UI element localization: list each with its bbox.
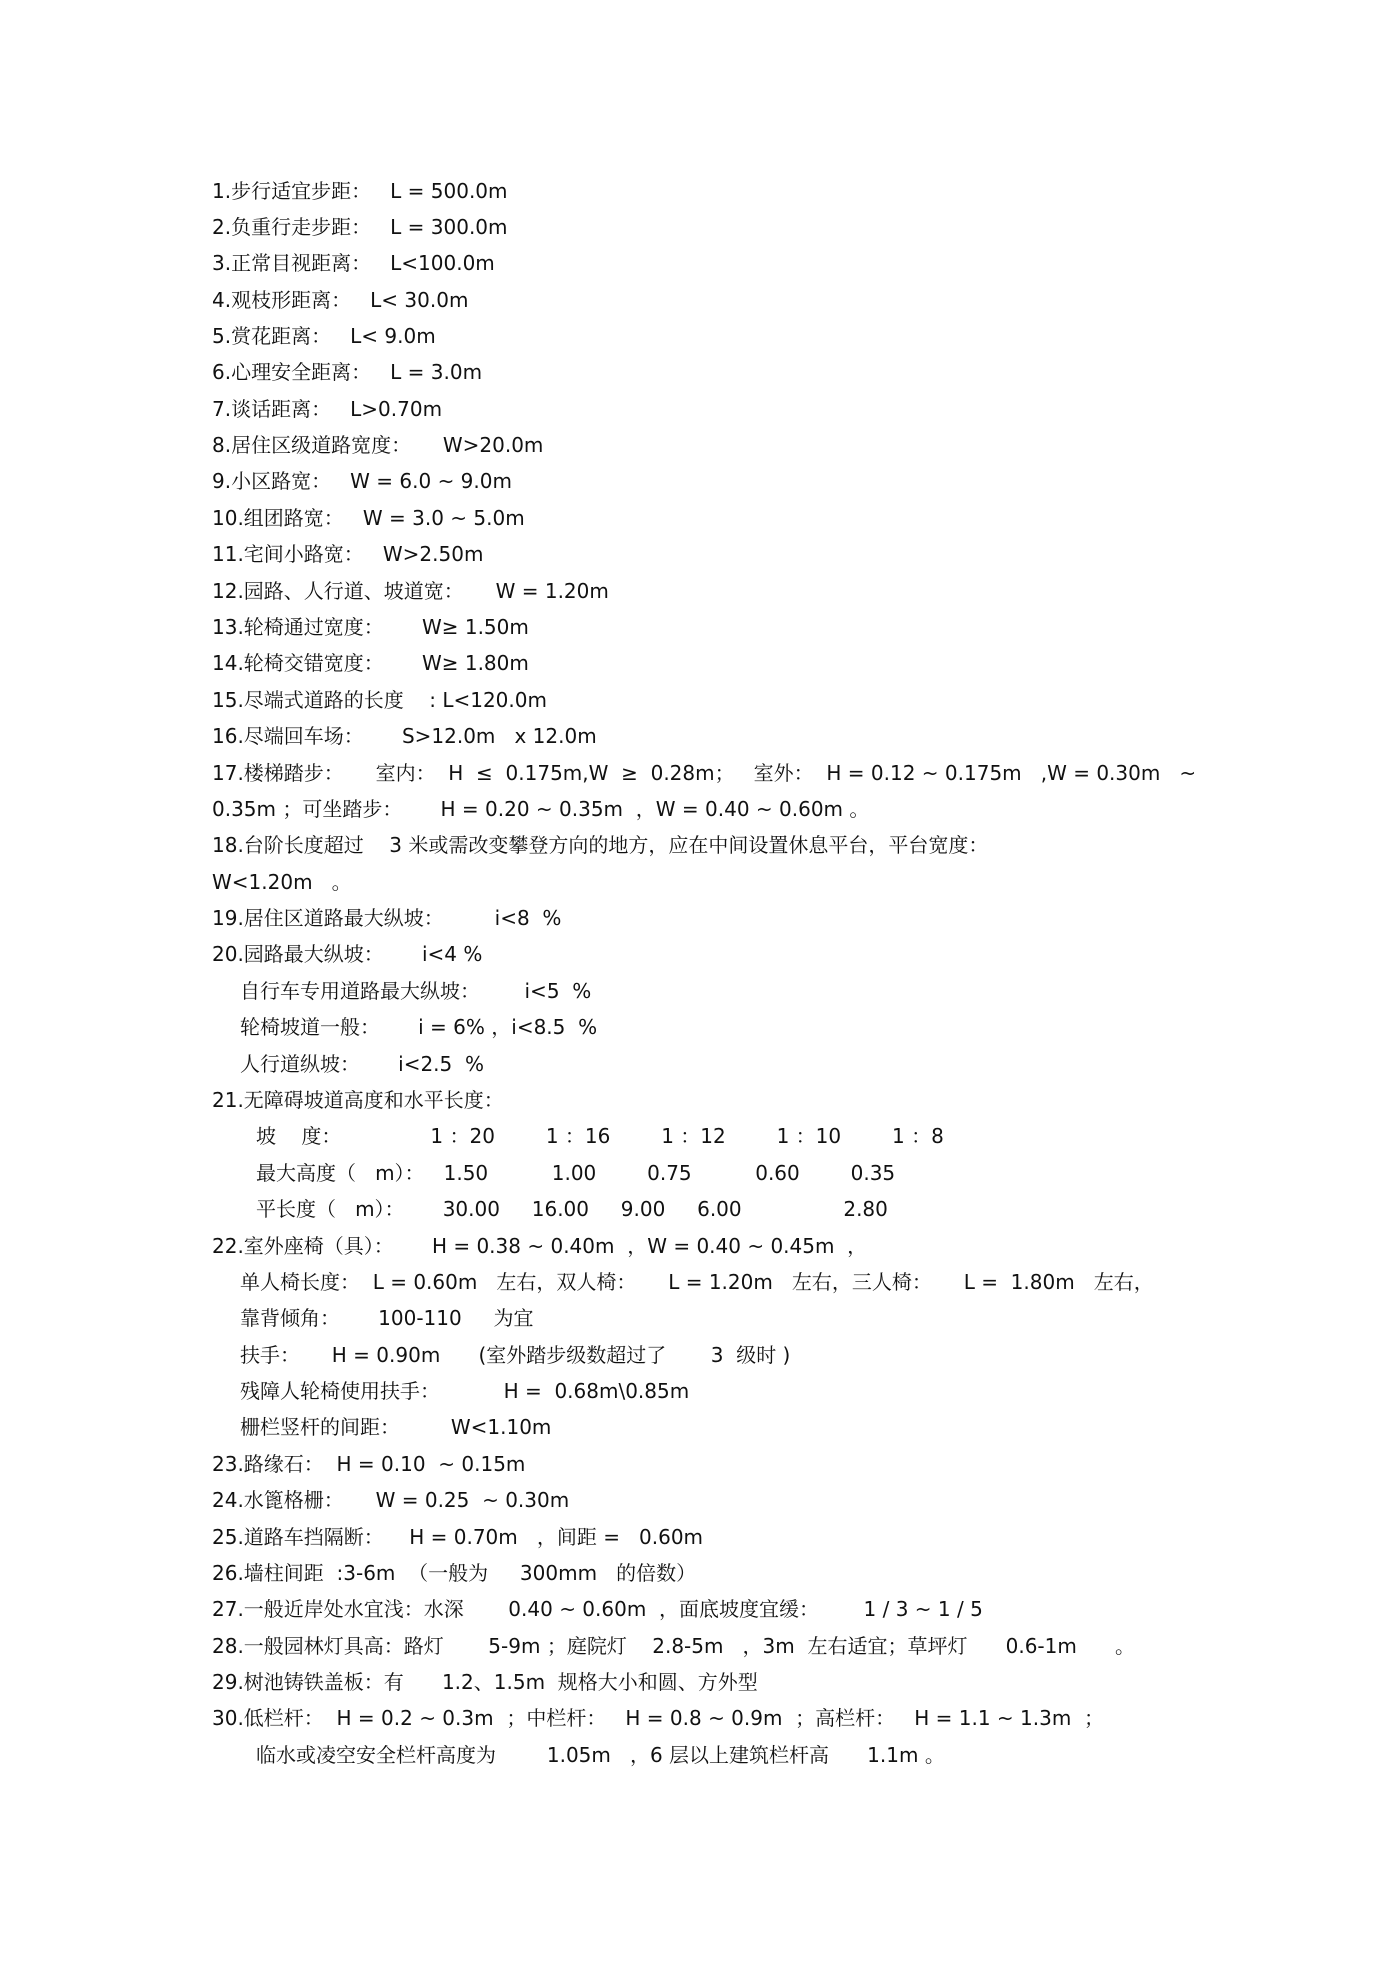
text-line: 人行道纵坡： i<2.5 % (240, 1052, 484, 1076)
text-line: 9.小区路宽： W = 6.0 ~ 9.0m (212, 469, 512, 493)
text-line: 10.组团路宽： W = 3.0 ~ 5.0m (212, 506, 525, 530)
text-line: 26.墙柱间距 :3-6m （一般为 300mm 的倍数） (212, 1561, 697, 1585)
text-line: 栅栏竖杆的间距： W<1.10m (240, 1415, 552, 1439)
text-line: 8.居住区级道路宽度： W>20.0m (212, 433, 544, 457)
text-line: 平长度（ m）： 30.00 16.00 9.00 6.00 2.80 (256, 1197, 888, 1221)
text-line: 30.低栏杆： H = 0.2 ~ 0.3m ；中栏杆： H = 0.8 ~ 0.9m ；高栏杆： H = 1.1 ~ 1.3m ； (212, 1706, 1105, 1730)
text-line: W<1.20m 。 (212, 870, 352, 894)
text-line: 16.尽端回车场： S>12.0m x 12.0m (212, 724, 597, 748)
text-line: 扶手： H = 0.90m (室外踏步级数超过了 3 级时 ) (240, 1343, 791, 1367)
text-line: 27.一般近岸处水宜浅：水深 0.40 ~ 0.60m ，面底坡度宜缓： 1 / 3 ~ 1 / 5 (212, 1597, 983, 1621)
text-line: 残障人轮椅使用扶手： H = 0.68m\0.85m (240, 1379, 690, 1403)
text-line: 6.心理安全距离： L = 3.0m (212, 360, 483, 384)
text-line: 4.观枝形距离： L< 30.0m (212, 288, 469, 312)
text-line: 18.台阶长度超过 3 米或需改变攀登方向的地方，应在中间设置休息平台，平台宽度： (212, 833, 989, 857)
text-line: 单人椅长度： L = 0.60m 左右，双人椅： L = 1.20m 左右，三人椅： L = 1.80m 左右， (240, 1270, 1154, 1294)
text-line: 1.步行适宜步距： L = 500.0m (212, 179, 508, 203)
text-line: 自行车专用道路最大纵坡： i<5 % (240, 979, 592, 1003)
text-line: 13.轮椅通过宽度： W≥ 1.50m (212, 615, 529, 639)
text-line: 25.道路车挡隔断： H = 0.70m ，间距 = 0.60m (212, 1525, 704, 1549)
text-line: 12.园路、人行道、坡道宽： W = 1.20m (212, 579, 609, 603)
text-line: 17.楼梯踏步： 室内： H ≤ 0.175m,W ≥ 0.28m； 室外： H = 0.12 ~ 0.175m ,W = 0.30m ~ (212, 761, 1197, 785)
text-line: 15.尽端式道路的长度 : L<120.0m (212, 688, 547, 712)
text-line: 14.轮椅交错宽度： W≥ 1.80m (212, 651, 529, 675)
text-line: 28.一般园林灯具高：路灯 5-9m ；庭院灯 2.8-5m ，3m 左右适宜；草坪灯 0.6-1m 。 (212, 1634, 1135, 1658)
text-line: 2.负重行走步距： L = 300.0m (212, 215, 508, 239)
text-line: 24.水篦格栅： W = 0.25 ~ 0.30m (212, 1488, 570, 1512)
text-line: 23.路缘石： H = 0.10 ~ 0.15m (212, 1452, 526, 1476)
text-line: 坡 度： 1 ：20 1 ：16 1 ：12 1 ：10 1 ：8 (256, 1124, 944, 1148)
text-line: 临水或凌空安全栏杆高度为 1.05m ，6 层以上建筑栏杆高 1.1m 。 (256, 1743, 945, 1767)
text-line: 11.宅间小路宽： W>2.50m (212, 542, 484, 566)
text-line: 3.正常目视距离： L<100.0m (212, 251, 495, 275)
text-line: 靠背倾角： 100-110 为宜 (240, 1306, 534, 1330)
text-line: 29.树池铸铁盖板：有 1.2、1.5m 规格大小和圆、方外型 (212, 1670, 758, 1694)
text-line: 最大高度（ m）： 1.50 1.00 0.75 0.60 0.35 (256, 1161, 896, 1185)
text-line: 20.园路最大纵坡： i<4 % (212, 942, 483, 966)
text-line: 5.赏花距离： L< 9.0m (212, 324, 436, 348)
text-line: 19.居住区道路最大纵坡： i<8 % (212, 906, 562, 930)
text-line: 21.无障碍坡道高度和水平长度： (212, 1088, 504, 1112)
text-line: 轮椅坡道一般： i = 6% ，i<8.5 % (240, 1015, 598, 1039)
text-line: 22.室外座椅（具）： H = 0.38 ~ 0.40m ，W = 0.40 ~ 0.45m ， (212, 1234, 868, 1258)
text-line: 0.35m ；可坐踏步： H = 0.20 ~ 0.35m ，W = 0.40 ~ 0.60m 。 (212, 797, 870, 821)
text-line: 7.谈话距离： L>0.70m (212, 397, 443, 421)
